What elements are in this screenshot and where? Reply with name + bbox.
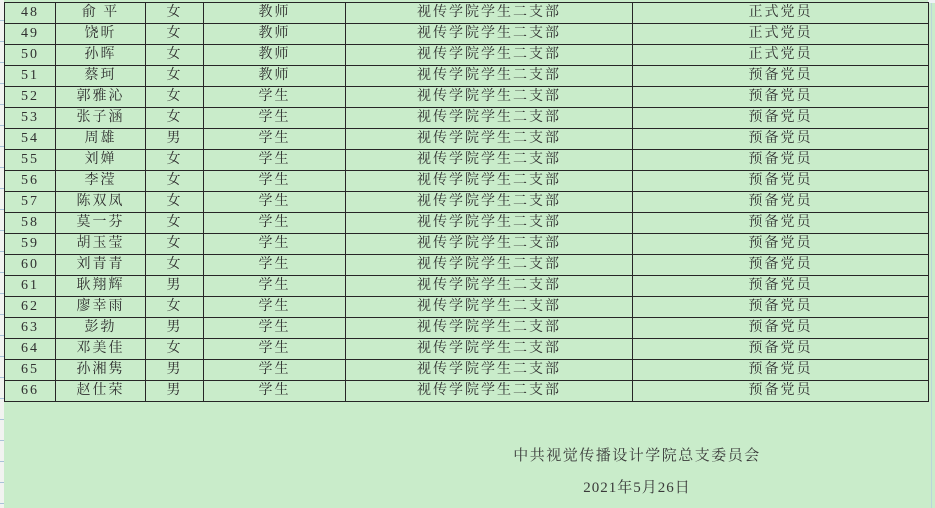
cell-gender[interactable]: 女 [146, 66, 204, 87]
cell-branch[interactable]: 视传学院学生二支部 [346, 381, 633, 402]
cell-name[interactable]: 赵仕荣 [56, 381, 146, 402]
cell-id[interactable]: 54 [5, 129, 56, 150]
cell-status[interactable]: 预备党员 [633, 276, 929, 297]
cell-name[interactable]: 周雄 [56, 129, 146, 150]
cell-role[interactable]: 教师 [204, 45, 346, 66]
table-row [5, 339, 929, 360]
cell-id[interactable]: 58 [5, 213, 56, 234]
cell-gender[interactable]: 女 [146, 171, 204, 192]
cell-name[interactable]: 刘婵 [56, 150, 146, 171]
cell-branch[interactable]: 视传学院学生二支部 [346, 360, 633, 381]
cell-status[interactable]: 预备党员 [633, 234, 929, 255]
member-roster-table [4, 2, 929, 402]
cell-name[interactable]: 郭雅沁 [56, 87, 146, 108]
table-row [5, 87, 929, 108]
cell-status[interactable]: 预备党员 [633, 192, 929, 213]
cell-role[interactable]: 教师 [204, 66, 346, 87]
table-row [5, 213, 929, 234]
cell-branch[interactable]: 视传学院学生二支部 [346, 192, 633, 213]
cell-status[interactable]: 预备党员 [633, 87, 929, 108]
cell-gender[interactable]: 男 [146, 276, 204, 297]
cell-branch[interactable]: 视传学院学生二支部 [346, 45, 633, 66]
table-row [5, 381, 929, 402]
cell-status[interactable]: 预备党员 [633, 381, 929, 402]
cell-name[interactable]: 俞 平 [56, 3, 146, 24]
table-row [5, 360, 929, 381]
cell-role[interactable]: 学生 [204, 108, 346, 129]
cell-branch[interactable]: 视传学院学生二支部 [346, 213, 633, 234]
cell-id[interactable]: 49 [5, 24, 56, 45]
cell-branch[interactable]: 视传学院学生二支部 [346, 87, 633, 108]
cell-gender[interactable]: 女 [146, 24, 204, 45]
cell-status[interactable]: 预备党员 [633, 297, 929, 318]
cell-role[interactable]: 学生 [204, 87, 346, 108]
table-row [5, 150, 929, 171]
sheet-right-gridline [931, 0, 932, 508]
cell-name[interactable]: 廖幸雨 [56, 297, 146, 318]
table-row [5, 297, 929, 318]
cell-name[interactable]: 饶昕 [56, 24, 146, 45]
table-row [5, 129, 929, 150]
table-row [5, 192, 929, 213]
cell-role[interactable]: 学生 [204, 192, 346, 213]
cell-gender[interactable]: 女 [146, 213, 204, 234]
cell-branch[interactable]: 视传学院学生二支部 [346, 24, 633, 45]
cell-name[interactable]: 张子涵 [56, 108, 146, 129]
cell-role[interactable]: 学生 [204, 255, 346, 276]
cell-name[interactable]: 邓美佳 [56, 339, 146, 360]
cell-status[interactable]: 正式党员 [633, 3, 929, 24]
cell-status[interactable]: 预备党员 [633, 66, 929, 87]
cell-name[interactable]: 陈双凤 [56, 192, 146, 213]
cell-id[interactable]: 57 [5, 192, 56, 213]
cell-branch[interactable]: 视传学院学生二支部 [346, 108, 633, 129]
cell-role[interactable]: 学生 [204, 318, 346, 339]
cell-branch[interactable]: 视传学院学生二支部 [346, 66, 633, 87]
cell-branch[interactable]: 视传学院学生二支部 [346, 3, 633, 24]
cell-role[interactable]: 学生 [204, 276, 346, 297]
cell-id[interactable]: 48 [5, 3, 56, 24]
cell-role[interactable]: 学生 [204, 360, 346, 381]
cell-id[interactable]: 64 [5, 339, 56, 360]
cell-id[interactable]: 65 [5, 360, 56, 381]
date-line[interactable]: 2021年5月26日 [583, 480, 691, 496]
cell-gender[interactable]: 女 [146, 150, 204, 171]
table-row [5, 108, 929, 129]
cell-branch[interactable]: 视传学院学生二支部 [346, 297, 633, 318]
table-row [5, 318, 929, 339]
cell-branch[interactable]: 视传学院学生二支部 [346, 234, 633, 255]
cell-role[interactable]: 学生 [204, 297, 346, 318]
cell-status[interactable]: 预备党员 [633, 339, 929, 360]
cell-id[interactable]: 61 [5, 276, 56, 297]
cell-status[interactable]: 正式党员 [633, 24, 929, 45]
table-row [5, 171, 929, 192]
cell-id[interactable]: 60 [5, 255, 56, 276]
cell-gender[interactable]: 男 [146, 129, 204, 150]
table-row [5, 255, 929, 276]
cell-status[interactable]: 预备党员 [633, 255, 929, 276]
cell-gender[interactable]: 男 [146, 360, 204, 381]
cell-gender[interactable]: 女 [146, 192, 204, 213]
cell-role[interactable]: 学生 [204, 213, 346, 234]
cell-branch[interactable]: 视传学院学生二支部 [346, 318, 633, 339]
cell-gender[interactable]: 女 [146, 255, 204, 276]
table-row [5, 45, 929, 66]
cell-branch[interactable]: 视传学院学生二支部 [346, 339, 633, 360]
cell-gender[interactable]: 女 [146, 339, 204, 360]
cell-status[interactable]: 预备党员 [633, 360, 929, 381]
cell-id[interactable]: 51 [5, 66, 56, 87]
cell-branch[interactable]: 视传学院学生二支部 [346, 150, 633, 171]
cell-branch[interactable]: 视传学院学生二支部 [346, 171, 633, 192]
cell-gender[interactable]: 女 [146, 3, 204, 24]
cell-id[interactable]: 62 [5, 297, 56, 318]
cell-id[interactable]: 53 [5, 108, 56, 129]
cell-name[interactable]: 蔡珂 [56, 66, 146, 87]
cell-gender[interactable]: 男 [146, 318, 204, 339]
cell-id[interactable]: 63 [5, 318, 56, 339]
cell-gender[interactable]: 女 [146, 108, 204, 129]
cell-name[interactable]: 耿翔辉 [56, 276, 146, 297]
committee-signature-line[interactable]: 中共视觉传播设计学院总支委员会 [513, 448, 761, 464]
cell-name[interactable]: 莫一芬 [56, 213, 146, 234]
cell-status[interactable]: 预备党员 [633, 318, 929, 339]
cell-role[interactable]: 学生 [204, 171, 346, 192]
cell-id[interactable]: 59 [5, 234, 56, 255]
cell-name[interactable]: 李滢 [56, 171, 146, 192]
cell-gender[interactable]: 女 [146, 87, 204, 108]
table-row [5, 24, 929, 45]
cell-gender[interactable]: 女 [146, 297, 204, 318]
cell-role[interactable]: 学生 [204, 234, 346, 255]
cell-name[interactable]: 胡玉莹 [56, 234, 146, 255]
cell-id[interactable]: 50 [5, 45, 56, 66]
cell-status[interactable]: 预备党员 [633, 108, 929, 129]
cell-status[interactable]: 预备党员 [633, 129, 929, 150]
table-row [5, 234, 929, 255]
cell-role[interactable]: 教师 [204, 3, 346, 24]
table-row [5, 3, 929, 24]
cell-id[interactable]: 66 [5, 381, 56, 402]
cell-name[interactable]: 孙湘隽 [56, 360, 146, 381]
table-row [5, 276, 929, 297]
cell-gender[interactable]: 男 [146, 381, 204, 402]
cell-status[interactable]: 预备党员 [633, 150, 929, 171]
cell-gender[interactable]: 女 [146, 234, 204, 255]
cell-branch[interactable]: 视传学院学生二支部 [346, 276, 633, 297]
cell-status[interactable]: 预备党员 [633, 213, 929, 234]
cell-name[interactable]: 彭勃 [56, 318, 146, 339]
cell-branch[interactable]: 视传学院学生二支部 [346, 255, 633, 276]
cell-role[interactable]: 教师 [204, 24, 346, 45]
cell-status[interactable]: 预备党员 [633, 171, 929, 192]
cell-status[interactable]: 正式党员 [633, 45, 929, 66]
cell-role[interactable]: 学生 [204, 150, 346, 171]
cell-role[interactable]: 学生 [204, 381, 346, 402]
cell-gender[interactable]: 女 [146, 45, 204, 66]
cell-branch[interactable]: 视传学院学生二支部 [346, 129, 633, 150]
cell-name[interactable]: 孙晖 [56, 45, 146, 66]
sheet-corner-fragment [928, 0, 935, 3]
cell-id[interactable]: 52 [5, 87, 56, 108]
table-row [5, 66, 929, 87]
cell-id[interactable]: 56 [5, 171, 56, 192]
cell-role[interactable]: 学生 [204, 129, 346, 150]
cell-name[interactable]: 刘青青 [56, 255, 146, 276]
cell-role[interactable]: 学生 [204, 339, 346, 360]
cell-id[interactable]: 55 [5, 150, 56, 171]
